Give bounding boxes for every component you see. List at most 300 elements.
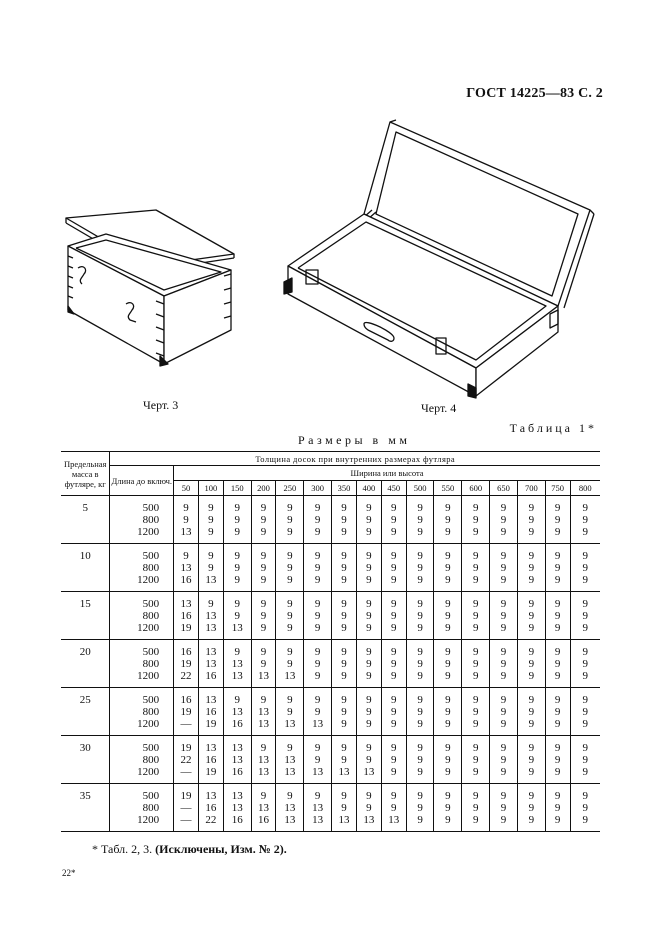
thickness-value: 9 <box>417 610 423 622</box>
thickness-value: 9 <box>582 706 589 718</box>
width-column-250: 250 <box>276 481 304 496</box>
thickness-value: 13 <box>284 814 296 826</box>
thickness-value: 9 <box>554 694 561 706</box>
thickness-value: 13 <box>231 706 243 718</box>
figure-4-case-drawing <box>280 118 596 400</box>
thickness-value: 9 <box>260 526 267 538</box>
thickness-value: 9 <box>472 514 479 526</box>
thickness-value: 9 <box>417 766 423 778</box>
thickness-value: 9 <box>234 562 240 574</box>
thickness-value: 9 <box>472 790 479 802</box>
thickness-value: 9 <box>341 646 347 658</box>
mass-value: 30 <box>61 736 110 784</box>
thickness-value: 9 <box>390 658 397 670</box>
thickness-value: 13 <box>388 814 400 826</box>
thickness-value: 9 <box>528 814 535 826</box>
thickness-value: 13 <box>284 718 296 730</box>
width-column-450: 450 <box>381 481 406 496</box>
thickness-value: 9 <box>287 610 293 622</box>
length-value: 500 <box>142 790 160 802</box>
thickness-header: Толщина досок при внутренних размерах футляра <box>110 452 600 466</box>
thickness-value: 13 <box>231 622 243 634</box>
thickness-value: 9 <box>528 742 535 754</box>
width-column-100: 100 <box>198 481 223 496</box>
thickness-value: 9 <box>554 814 561 826</box>
length-column-header: Длина до включ. <box>110 466 174 496</box>
thickness-value: 13 <box>312 718 324 730</box>
length-value: 800 <box>142 562 160 574</box>
thickness-value: 9 <box>366 694 372 706</box>
thickness-value: 9 <box>417 706 423 718</box>
thickness-value: 9 <box>582 502 589 514</box>
thickness-value: 9 <box>445 814 451 826</box>
thickness-value: 9 <box>314 526 321 538</box>
table-row <box>61 688 600 736</box>
thickness-value: 9 <box>417 802 423 814</box>
thickness-value: 13 <box>258 706 270 718</box>
table-row <box>61 544 600 592</box>
thickness-value: 13 <box>231 802 243 814</box>
thickness-value: 9 <box>445 658 451 670</box>
thickness-value: 9 <box>500 754 507 766</box>
thickness-value: 9 <box>472 694 479 706</box>
thickness-value: 9 <box>341 514 347 526</box>
thickness-value: 9 <box>472 622 479 634</box>
thickness-value: 13 <box>205 694 217 706</box>
width-column-300: 300 <box>304 481 332 496</box>
width-column-600: 600 <box>462 481 490 496</box>
thickness-value: 9 <box>366 526 372 538</box>
thickness-value: 9 <box>341 742 347 754</box>
thickness-value: 13 <box>284 670 296 682</box>
width-column-400: 400 <box>356 481 381 496</box>
thickness-value: 16 <box>180 694 192 706</box>
thickness-value: 9 <box>500 514 507 526</box>
thickness-value: 9 <box>366 550 372 562</box>
thickness-value: 9 <box>582 742 589 754</box>
thickness-value: 13 <box>231 658 243 670</box>
thickness-value: 9 <box>445 766 451 778</box>
thickness-value: 9 <box>341 790 347 802</box>
thickness-value: 9 <box>366 754 372 766</box>
thickness-value: 9 <box>260 514 267 526</box>
thickness-value: 13 <box>284 802 296 814</box>
thickness-value: 9 <box>417 694 423 706</box>
thickness-value: 9 <box>341 526 347 538</box>
thickness-value: 9 <box>528 658 535 670</box>
thickness-value: 9 <box>417 622 423 634</box>
thickness-value: 9 <box>582 514 589 526</box>
thickness-value: 9 <box>554 718 561 730</box>
thickness-value: 22 <box>180 670 192 682</box>
thickness-value: 13 <box>258 754 270 766</box>
thickness-value: 9 <box>472 646 479 658</box>
table-row <box>61 736 600 784</box>
thickness-value: 9 <box>260 646 267 658</box>
thickness-value: 9 <box>417 526 423 538</box>
thickness-value: 9 <box>500 790 507 802</box>
thickness-value: 13 <box>258 718 270 730</box>
thickness-value: 9 <box>287 706 293 718</box>
thickness-value: 9 <box>183 502 189 514</box>
thickness-value: 9 <box>500 658 507 670</box>
thickness-value: 13 <box>231 754 243 766</box>
thickness-value: 9 <box>417 658 423 670</box>
thickness-value: 9 <box>500 814 507 826</box>
thickness-value: 9 <box>472 598 479 610</box>
thickness-value: 9 <box>445 706 451 718</box>
thickness-value: 9 <box>208 526 214 538</box>
thickness-value: 19 <box>180 658 192 670</box>
thickness-value: 16 <box>205 670 217 682</box>
thickness-value: 9 <box>445 610 451 622</box>
open-box-small-drawing <box>56 206 246 376</box>
thickness-value: 9 <box>472 550 479 562</box>
thickness-value: 9 <box>445 742 451 754</box>
length-value: 1200 <box>137 766 160 778</box>
thickness-value: 16 <box>231 766 243 778</box>
thickness-value: 9 <box>341 550 347 562</box>
thickness-value: — <box>180 814 192 826</box>
thickness-value: 9 <box>445 790 451 802</box>
thickness-value: 9 <box>500 622 507 634</box>
thickness-value: 9 <box>472 766 479 778</box>
thickness-value: 9 <box>366 514 372 526</box>
thickness-value: 9 <box>314 610 321 622</box>
thickness-value: 9 <box>390 754 397 766</box>
thickness-value: 9 <box>528 790 535 802</box>
thickness-value: 9 <box>314 562 321 574</box>
thickness-value: 9 <box>528 550 535 562</box>
figure-3-caption: Черт. 3 <box>143 398 179 412</box>
thickness-value: 9 <box>366 706 372 718</box>
thickness-value: 19 <box>205 718 217 730</box>
thickness-value: — <box>180 766 192 778</box>
thickness-value: 9 <box>260 502 267 514</box>
table-row <box>61 640 600 688</box>
thickness-value: 16 <box>258 814 270 826</box>
thickness-value: 9 <box>287 598 293 610</box>
thickness-value: 9 <box>528 718 535 730</box>
mass-column-header: Предельная масса в футляре, кг <box>61 452 110 496</box>
thickness-value: 9 <box>314 706 321 718</box>
mass-value: 35 <box>61 784 110 832</box>
thickness-value: 9 <box>417 514 423 526</box>
thickness-value: 9 <box>314 514 321 526</box>
thickness-value: 9 <box>234 502 240 514</box>
length-value: 800 <box>142 706 160 718</box>
thickness-value: 9 <box>260 694 267 706</box>
length-value: 1200 <box>137 622 160 634</box>
length-value: 1200 <box>137 526 160 538</box>
thickness-value: 9 <box>314 502 321 514</box>
thickness-value: 9 <box>417 742 423 754</box>
thickness-value: 9 <box>554 514 561 526</box>
thickness-value: 9 <box>445 562 451 574</box>
thickness-value: 9 <box>183 550 189 562</box>
thickness-value: 9 <box>582 658 589 670</box>
thickness-value: 9 <box>500 742 507 754</box>
thickness-value: 13 <box>231 670 243 682</box>
thickness-value: 13 <box>205 646 217 658</box>
length-value: 500 <box>142 502 160 514</box>
thickness-value: 9 <box>582 610 589 622</box>
thickness-value: 9 <box>260 742 267 754</box>
thickness-value: 13 <box>363 814 375 826</box>
figure-4-caption: Черт. 4 <box>421 401 457 415</box>
thickness-value: 9 <box>366 718 372 730</box>
thickness-value: 9 <box>582 718 589 730</box>
thickness-value: 9 <box>341 574 347 586</box>
thickness-value: 9 <box>472 754 479 766</box>
thickness-value: 9 <box>528 670 535 682</box>
thickness-value: 22 <box>205 814 217 826</box>
thickness-value: 9 <box>417 550 423 562</box>
thickness-value: 9 <box>554 598 561 610</box>
thickness-value: 9 <box>445 670 451 682</box>
thickness-value: 9 <box>314 694 321 706</box>
thickness-value: 9 <box>341 598 347 610</box>
thickness-value: 9 <box>390 526 397 538</box>
thickness-value: 9 <box>366 658 372 670</box>
thickness-value: 9 <box>554 622 561 634</box>
thickness-value: 13 <box>205 742 217 754</box>
thickness-value: 9 <box>417 814 423 826</box>
thickness-value: 9 <box>341 694 347 706</box>
thickness-value: 9 <box>417 754 423 766</box>
thickness-value: 9 <box>472 706 479 718</box>
thickness-value: 9 <box>287 694 293 706</box>
thickness-value: 9 <box>208 562 214 574</box>
thickness-value: 9 <box>554 802 561 814</box>
thickness-value: 9 <box>287 622 293 634</box>
thickness-value: 9 <box>234 598 240 610</box>
thickness-value: 9 <box>528 754 535 766</box>
thickness-value: 9 <box>554 790 561 802</box>
thickness-value: 9 <box>366 802 372 814</box>
thickness-value: 9 <box>528 706 535 718</box>
thickness-value: 13 <box>180 526 192 538</box>
thickness-value: 9 <box>314 622 321 634</box>
thickness-value: 9 <box>582 598 589 610</box>
thickness-value: 9 <box>528 514 535 526</box>
thickness-value: 13 <box>338 814 350 826</box>
page-number: 22* <box>62 868 76 878</box>
thickness-value: 9 <box>390 694 397 706</box>
mass-value: 25 <box>61 688 110 736</box>
thickness-value: 9 <box>287 742 293 754</box>
thickness-value: 9 <box>582 550 589 562</box>
thickness-value: 9 <box>582 562 589 574</box>
thickness-value: 9 <box>341 622 347 634</box>
thickness-value: 19 <box>180 622 192 634</box>
thickness-value: 9 <box>582 754 589 766</box>
thickness-value: 9 <box>390 610 397 622</box>
thickness-value: 9 <box>582 814 589 826</box>
thickness-value: 9 <box>554 670 561 682</box>
thickness-value: 9 <box>472 718 479 730</box>
thickness-value: 9 <box>500 718 507 730</box>
thickness-value: 9 <box>528 694 535 706</box>
thickness-value: 9 <box>341 502 347 514</box>
thickness-value: 9 <box>528 622 535 634</box>
thickness-value: 9 <box>341 706 347 718</box>
thickness-value: 9 <box>528 574 535 586</box>
thickness-value: 9 <box>417 670 423 682</box>
thickness-value: 9 <box>366 670 372 682</box>
thickness-value: 9 <box>472 814 479 826</box>
thickness-value: 16 <box>205 802 217 814</box>
thickness-value: 9 <box>366 574 372 586</box>
thickness-value: — <box>180 802 192 814</box>
thickness-value: 9 <box>528 562 535 574</box>
thickness-value: 9 <box>500 766 507 778</box>
thickness-value: 9 <box>260 598 267 610</box>
thickness-value: 9 <box>234 694 240 706</box>
thickness-value: 9 <box>390 622 397 634</box>
length-value: 500 <box>142 694 160 706</box>
thickness-value: 9 <box>554 658 561 670</box>
table-label: Таблица 1* <box>509 421 597 435</box>
thickness-value: 9 <box>287 514 293 526</box>
thickness-value: 16 <box>180 574 192 586</box>
thickness-value: 13 <box>258 766 270 778</box>
thickness-value: 9 <box>528 598 535 610</box>
thickness-value: 13 <box>312 802 324 814</box>
thickness-value: 19 <box>180 742 192 754</box>
thickness-value: 9 <box>366 790 372 802</box>
length-value: 500 <box>142 646 160 658</box>
thickness-value: 9 <box>528 646 535 658</box>
thickness-value: 9 <box>183 514 189 526</box>
thickness-value: 9 <box>528 766 535 778</box>
thickness-value: 9 <box>445 622 451 634</box>
thickness-value: 9 <box>500 670 507 682</box>
thickness-value: 9 <box>314 574 321 586</box>
thickness-value: 9 <box>500 598 507 610</box>
thickness-value: 9 <box>234 526 240 538</box>
table-row <box>61 784 600 832</box>
thickness-value: 16 <box>180 610 192 622</box>
thickness-value: 9 <box>554 766 561 778</box>
thickness-value: 9 <box>500 550 507 562</box>
length-value: 800 <box>142 802 160 814</box>
length-value: 800 <box>142 610 160 622</box>
thickness-value: 13 <box>205 574 217 586</box>
thickness-value: 9 <box>528 502 535 514</box>
thickness-value: 9 <box>472 610 479 622</box>
thickness-value: 9 <box>234 574 240 586</box>
thickness-value: 9 <box>554 562 561 574</box>
thickness-value: 9 <box>234 514 240 526</box>
thickness-value: 9 <box>582 646 589 658</box>
thickness-value: 9 <box>390 718 397 730</box>
thickness-value: 9 <box>208 598 214 610</box>
thickness-value: 9 <box>528 802 535 814</box>
thickness-value: 13 <box>284 766 296 778</box>
table-row <box>61 496 600 544</box>
thickness-value: 9 <box>445 802 451 814</box>
thickness-value: 9 <box>314 658 321 670</box>
thickness-value: 9 <box>445 526 451 538</box>
thickness-value: 9 <box>341 802 347 814</box>
thickness-value: 9 <box>260 610 267 622</box>
thickness-value: 9 <box>500 574 507 586</box>
thickness-value: 16 <box>231 814 243 826</box>
thickness-value: 9 <box>260 574 267 586</box>
thickness-value: 9 <box>366 610 372 622</box>
thickness-value: 9 <box>390 502 397 514</box>
thickness-value: 13 <box>231 742 243 754</box>
thickness-value: 9 <box>366 742 372 754</box>
thickness-value: 13 <box>338 766 350 778</box>
thickness-value: 13 <box>205 622 217 634</box>
thickness-value: 9 <box>287 550 293 562</box>
thickness-value: 9 <box>500 706 507 718</box>
length-value: 800 <box>142 658 160 670</box>
thickness-value: 9 <box>582 694 589 706</box>
thickness-value: 9 <box>314 646 321 658</box>
thickness-value: 9 <box>314 790 321 802</box>
thickness-value: 9 <box>554 502 561 514</box>
thickness-value: 9 <box>260 550 267 562</box>
thickness-value: 9 <box>314 598 321 610</box>
thickness-value: 9 <box>234 550 240 562</box>
thickness-value: 9 <box>554 742 561 754</box>
thickness-value: 9 <box>417 718 423 730</box>
thickness-value: 16 <box>231 718 243 730</box>
thickness-value: 9 <box>445 502 451 514</box>
thickness-value: 13 <box>231 790 243 802</box>
table-row <box>61 592 600 640</box>
thickness-value: 9 <box>500 802 507 814</box>
thickness-value: 9 <box>208 514 214 526</box>
thickness-value: 13 <box>180 562 192 574</box>
thickness-value: 9 <box>582 766 589 778</box>
thickness-value: 9 <box>528 526 535 538</box>
thickness-value: 9 <box>472 562 479 574</box>
width-header: Ширина или высота <box>174 466 600 481</box>
thickness-value: 9 <box>366 622 372 634</box>
thickness-value: 9 <box>341 754 347 766</box>
thickness-value: 9 <box>582 802 589 814</box>
thickness-value: 9 <box>287 562 293 574</box>
thickness-value: 9 <box>500 610 507 622</box>
thickness-value: 9 <box>390 646 397 658</box>
thickness-value: 9 <box>472 574 479 586</box>
thickness-value: 9 <box>341 658 347 670</box>
thickness-value: 13 <box>205 790 217 802</box>
thickness-value: 9 <box>287 526 293 538</box>
thickness-value: 9 <box>554 754 561 766</box>
thickness-value: 9 <box>260 622 267 634</box>
thickness-value: 9 <box>234 610 240 622</box>
thickness-value: 9 <box>582 526 589 538</box>
thickness-value: 9 <box>366 502 372 514</box>
thickness-value: 9 <box>554 550 561 562</box>
thickness-value: 9 <box>208 550 214 562</box>
thickness-value: 9 <box>314 550 321 562</box>
thickness-value: 9 <box>341 610 347 622</box>
thickness-value: 9 <box>417 598 423 610</box>
thickness-value: 22 <box>180 754 192 766</box>
thickness-value: 16 <box>180 646 192 658</box>
thickness-value: 16 <box>205 706 217 718</box>
thickness-value: 9 <box>445 574 451 586</box>
thickness-value: 9 <box>472 670 479 682</box>
mass-value: 10 <box>61 544 110 592</box>
thickness-value: 9 <box>582 622 589 634</box>
